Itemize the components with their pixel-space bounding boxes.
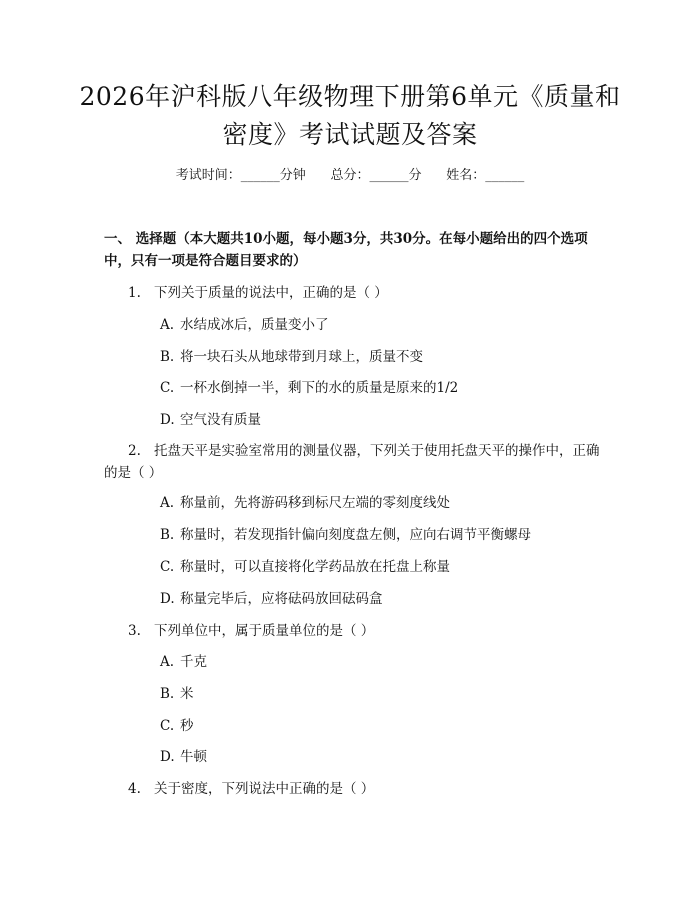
question-2 (104, 440, 604, 484)
option-text: 称量完毕后，应将砝码放回砝码盒 (180, 591, 383, 607)
option-3c (160, 715, 600, 737)
option-letter: B. (160, 686, 175, 702)
document-title: 2026年沪科版八年级物理下册第6单元《质量和密度》考试试题及答案 (79, 82, 621, 149)
question-stem: 下列关于质量的说法中，正确的是（ ） (154, 285, 388, 301)
option-1a (160, 314, 600, 336)
option-letter: B. (160, 349, 175, 365)
option-text: 牛顿 (180, 749, 207, 765)
option-2d (160, 588, 600, 610)
section-heading: 一、 选择题（本大题共10小题，每小题3分，共30分。在每小题给出的四个选项中，只有一项是符合题目要求的） (104, 231, 588, 269)
option-text: 将一块石头从地球带到月球上，质量不变 (180, 349, 423, 365)
option-text: 称量前，先将游码移到标尺左端的零刻度线处 (180, 495, 450, 511)
question-1 (104, 282, 604, 304)
option-letter: D. (160, 591, 175, 607)
option-text: 一杯水倒掉一半，剩下的水的质量是原来的1/2 (180, 380, 459, 396)
option-3b (160, 683, 600, 705)
option-text: 水结成冰后，质量变小了 (180, 317, 329, 333)
option-2b (160, 524, 600, 546)
option-letter: A. (160, 654, 175, 670)
question-number: 3. (128, 623, 141, 639)
option-letter: A. (160, 317, 175, 333)
option-letter: D. (160, 749, 175, 765)
exam-info-line: 考试时间：______分钟 总分：______分 姓名：______ (175, 168, 525, 183)
option-1d (160, 409, 600, 431)
question-3 (104, 620, 604, 642)
option-text: 千克 (180, 654, 207, 670)
option-text: 称量时，可以直接将化学药品放在托盘上称量 (180, 559, 450, 575)
question-number: 1. (128, 285, 141, 301)
option-letter: C. (160, 559, 175, 575)
option-text: 米 (180, 686, 194, 702)
option-letter: C. (160, 380, 175, 396)
option-2a (160, 492, 600, 514)
question-stem: 关于密度，下列说法中正确的是（ ） (154, 781, 375, 797)
option-letter: A. (160, 495, 175, 511)
question-number: 4. (128, 781, 141, 797)
option-text: 空气没有质量 (180, 412, 261, 428)
option-text: 称量时，若发现指针偏向刻度盘左侧，应向右调节平衡螺母 (180, 527, 531, 543)
option-1c (160, 377, 600, 399)
option-3a (160, 651, 600, 673)
question-stem: 托盘天平是实验室常用的测量仪器，下列关于使用托盘天平的操作中，正确的是（ ） (104, 443, 600, 481)
option-letter: C. (160, 718, 175, 734)
question-stem: 下列单位中，属于质量单位的是（ ） (154, 623, 375, 639)
option-1b (160, 346, 600, 368)
option-letter: B. (160, 527, 175, 543)
option-letter: D. (160, 412, 175, 428)
option-3d (160, 746, 600, 768)
question-4 (104, 778, 604, 800)
question-number: 2. (128, 443, 141, 459)
option-text: 秒 (180, 718, 194, 734)
option-2c (160, 556, 600, 578)
